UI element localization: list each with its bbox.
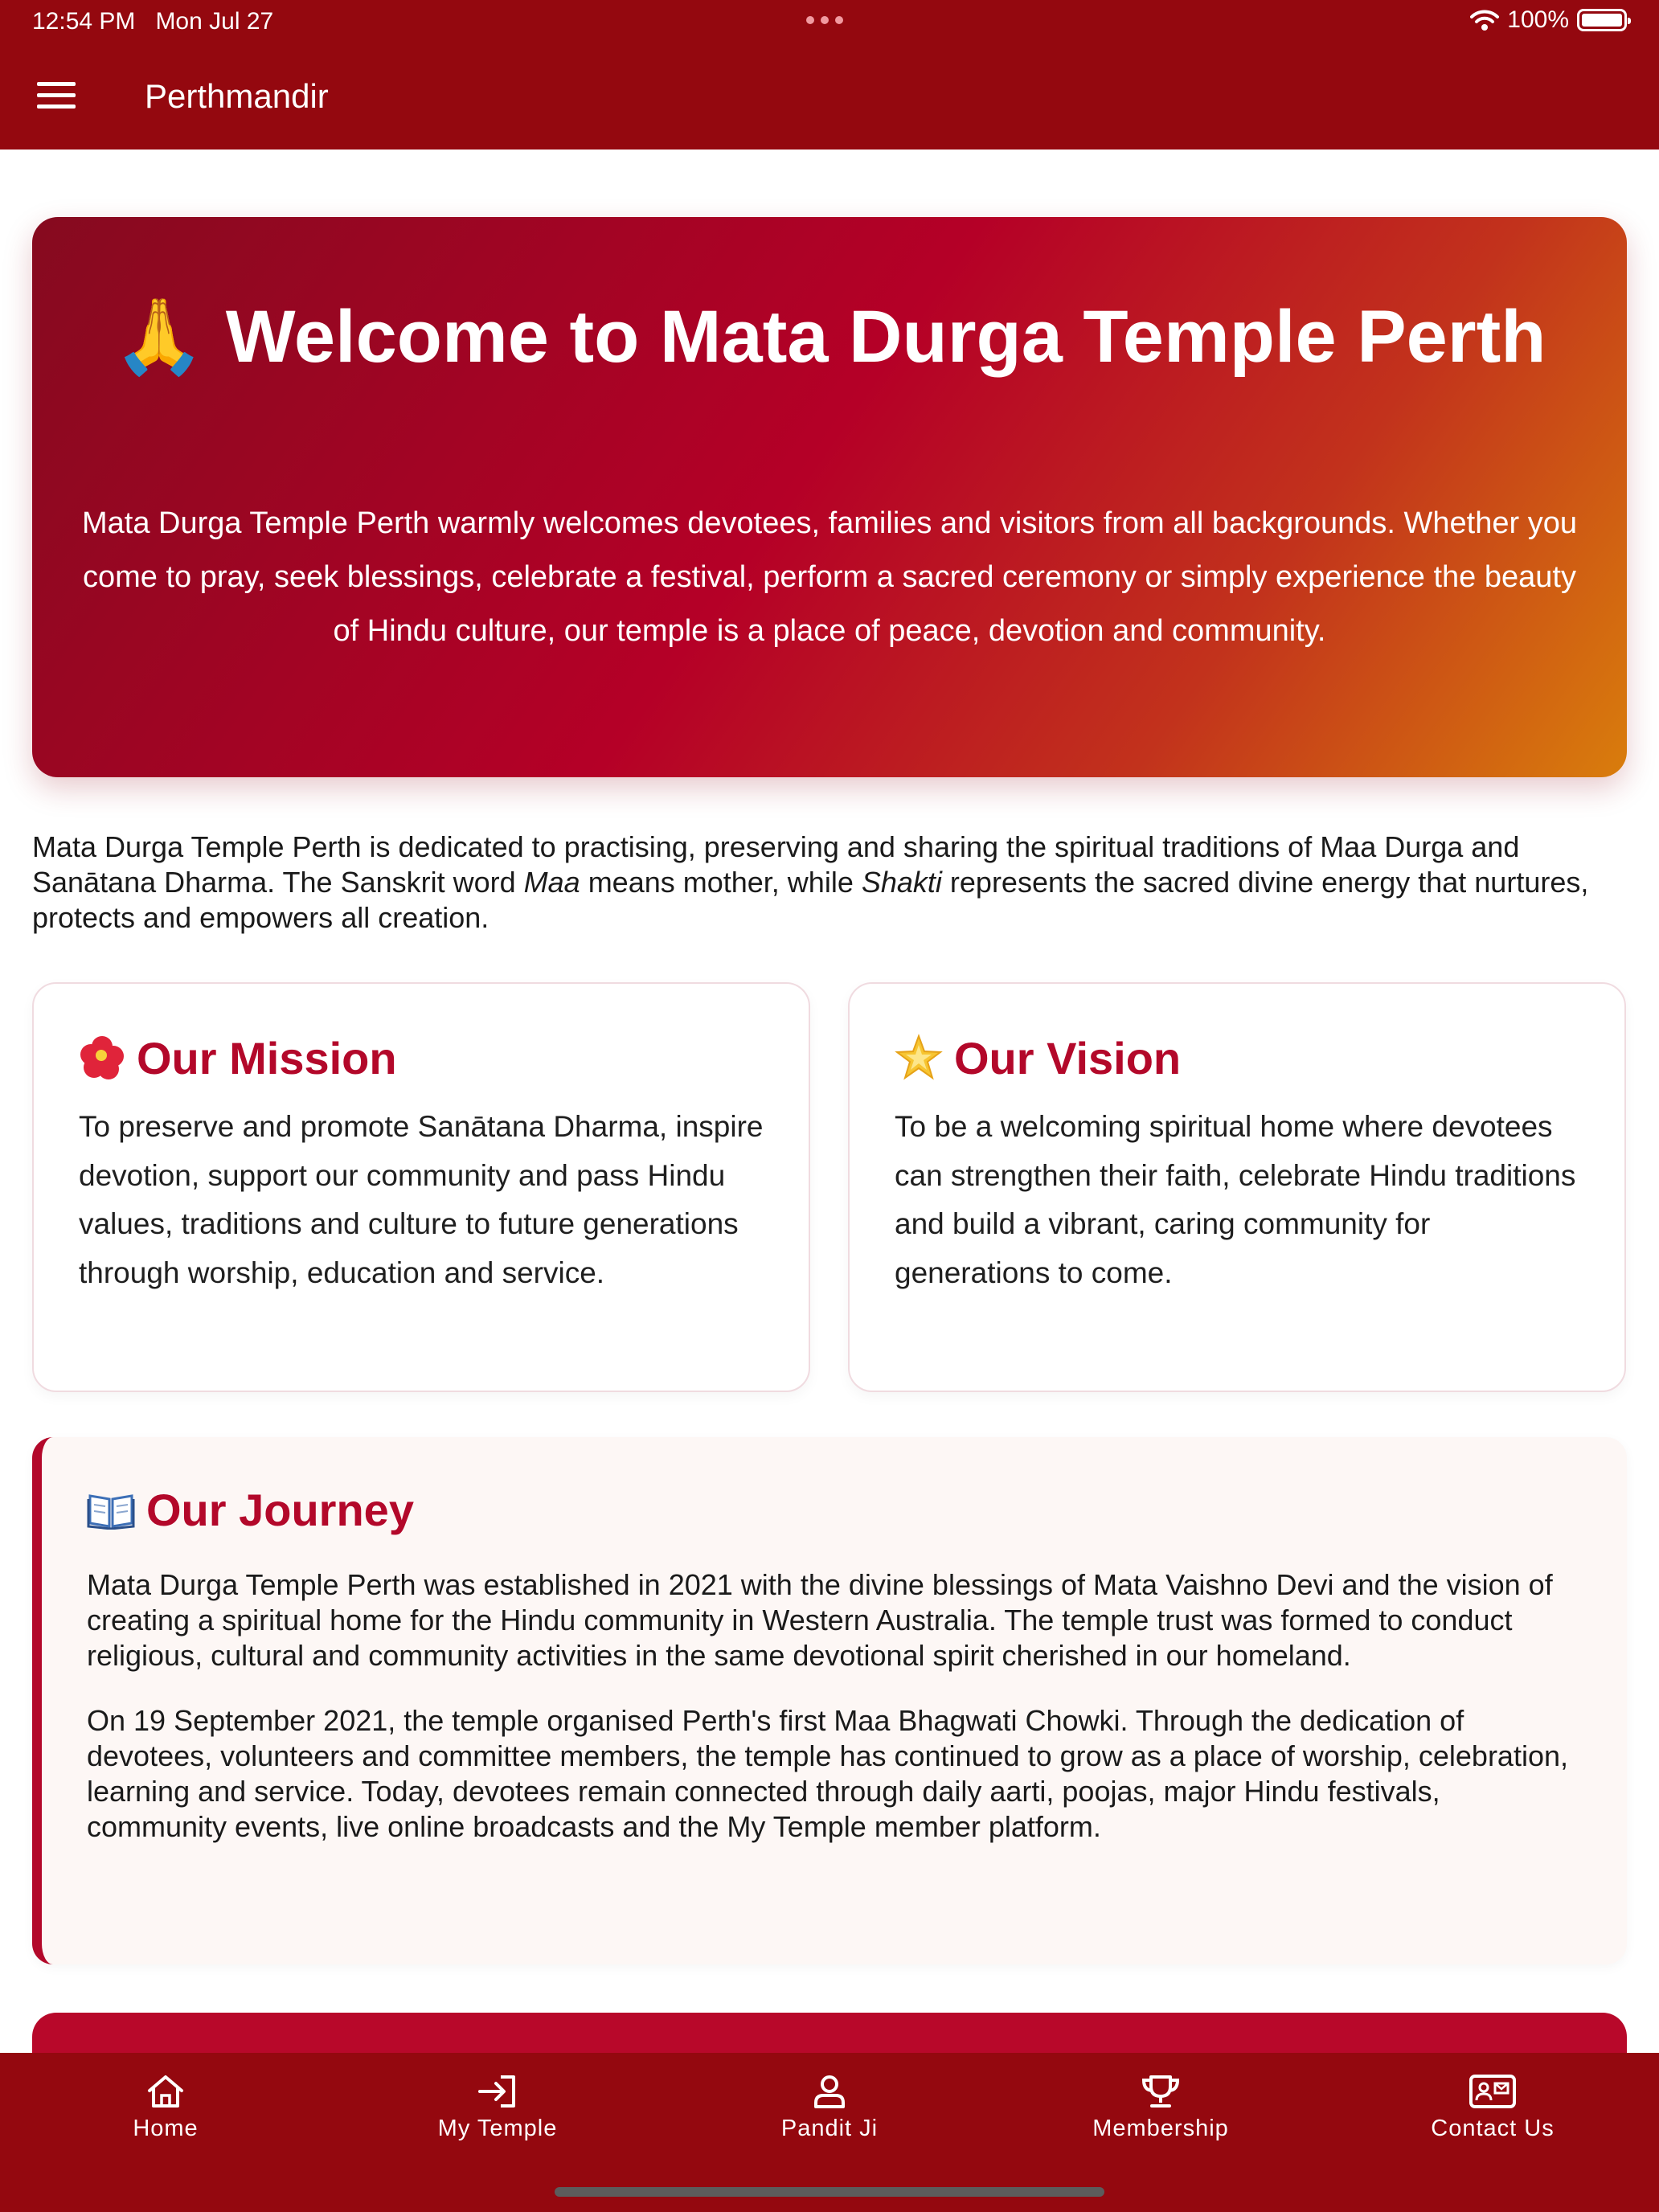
mission-text: To preserve and promote Sanātana Dharma, inspire devotion, support our community and pass Hindu values, traditions and culture to future generations through worship, education and service.	[79, 1110, 764, 1289]
person-icon	[812, 2074, 847, 2109]
hamburger-menu-icon[interactable]	[37, 82, 76, 111]
nav-home[interactable]	[45, 2074, 286, 2142]
status-time: 12:54 PM Mon Jul 27	[32, 8, 274, 35]
home-icon	[145, 2074, 186, 2109]
book-icon	[87, 1489, 135, 1530]
nav-contact-us[interactable]	[1372, 2074, 1613, 2142]
mission-card	[32, 982, 810, 1392]
mission-heading	[79, 1029, 764, 1087]
nav-membership[interactable]	[1040, 2074, 1281, 2142]
journey-title: Our Journey	[146, 1484, 414, 1535]
nav-label: Membership	[1092, 2116, 1229, 2141]
vision-title: Our Vision	[954, 1032, 1182, 1083]
nav-label: Home	[133, 2116, 199, 2141]
multitasking-dots-icon[interactable]	[806, 16, 843, 24]
vision-text: To be a welcoming spiritual home where devotees can strengthen their faith, celebrate Hindu traditions and build a vibrant, caring community for generations to come.	[895, 1110, 1576, 1289]
journey-paragraph: On 19 September 2021, the temple organised Perth's first Maa Bhagwati Chowki. Through the dedication of devotees, volunteers and committee members, the temple has continued to grow as a place of worship, celebration, learning and service. Today, devotees remain connected through daily aarti, poojas, major Hindu festivals, community events, live online broadcasts and the My Temple member platform.	[87, 1704, 1568, 1843]
wifi-icon	[1470, 9, 1499, 31]
status-indicators	[1470, 6, 1627, 34]
vision-card	[848, 982, 1626, 1392]
home-indicator[interactable]	[555, 2187, 1104, 2197]
folded-hands-icon: 🙏	[113, 296, 206, 378]
welcome-hero-card	[32, 217, 1627, 777]
hibiscus-icon	[79, 1034, 125, 1081]
bottom-navigation	[0, 2053, 1659, 2212]
contact-card-icon	[1469, 2074, 1517, 2109]
hero-description: Mata Durga Temple Perth warmly welcomes devotees, families and visitors from all backgrounds. Whether you come to pray, seek blessings, celebrate a festival, perform a sacred ceremony or simply experience the beauty of Hindu culture, our temple is a place of peace, devotion and community.	[82, 506, 1577, 648]
login-icon	[477, 2074, 518, 2109]
vision-heading	[895, 1029, 1579, 1087]
battery-icon	[1577, 9, 1627, 31]
battery-percentage: 100%	[1507, 6, 1569, 33]
star-icon	[895, 1034, 943, 1082]
nav-label: Contact Us	[1431, 2116, 1555, 2141]
app-title: Perthmandir	[145, 77, 329, 115]
journey-heading	[87, 1477, 1582, 1542]
trophy-icon	[1140, 2074, 1182, 2109]
journey-paragraph: Mata Durga Temple Perth was established in 2021 with the divine blessings of Mata Vaishno Devi and the vision of creating a spiritual home for the Hindu community in Western Australia. The temple trust was formed to conduct religious, cultural and community activities in the same devotional spirit cherished in our homeland.	[87, 1568, 1553, 1672]
app-bar	[0, 45, 1659, 150]
nav-my-temple[interactable]	[377, 2074, 618, 2142]
hero-title: 🙏 Welcome to Mata Durga Temple Perth	[113, 296, 1546, 378]
nav-label: My Temple	[437, 2116, 558, 2141]
mission-title: Our Mission	[137, 1032, 397, 1083]
journey-section	[32, 1437, 1627, 1964]
nav-label: Pandit Ji	[780, 2116, 879, 2141]
nav-pandit-ji[interactable]	[709, 2074, 950, 2142]
intro-paragraph: Mata Durga Temple Perth is dedicated to practising, preserving and sharing the spiritual traditions of Maa Durga and Sanātana Dharma. The Sanskrit word Maa means mother, while Shakti represents the sacred divine energy that nurtures, protects and empowers all creation.	[32, 830, 1589, 934]
status-bar	[0, 0, 1659, 45]
